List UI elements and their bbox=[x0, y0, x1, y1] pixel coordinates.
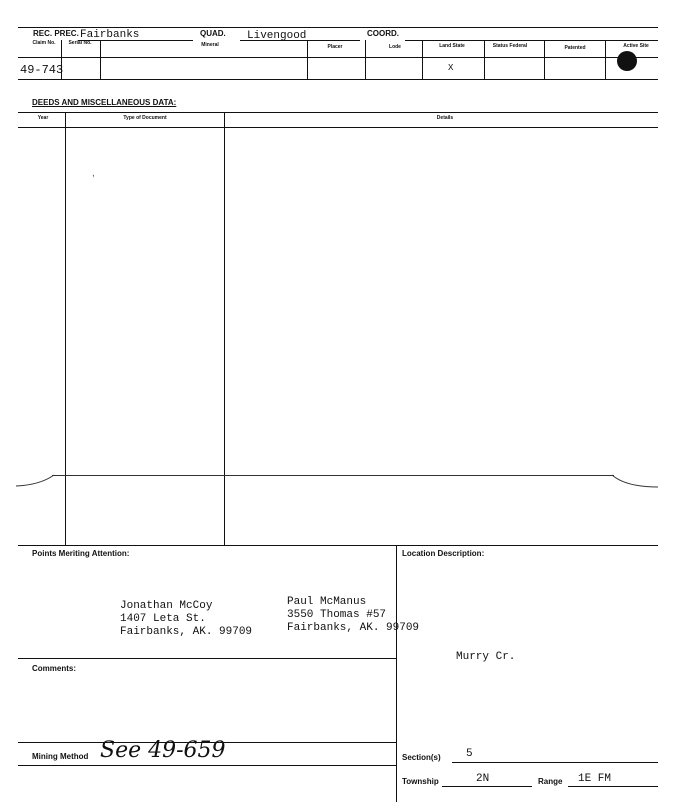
col-divider-5 bbox=[422, 40, 423, 79]
rec-prec-label: REC. PREC. bbox=[33, 29, 79, 38]
range-line bbox=[568, 786, 658, 787]
col-divider-2 bbox=[100, 40, 101, 79]
quad-label: QUAD. bbox=[200, 29, 226, 38]
lower-divider bbox=[396, 545, 397, 802]
comments-top-rule bbox=[18, 658, 396, 659]
contact-2 bbox=[287, 596, 419, 635]
top-border bbox=[18, 27, 658, 28]
fold-curve-left bbox=[14, 466, 56, 488]
section-value: 5 bbox=[466, 748, 473, 760]
deeds-year-divider bbox=[65, 112, 66, 545]
comments-label: Comments: bbox=[32, 664, 77, 673]
deeds-top-rule bbox=[18, 112, 658, 113]
claim-number: 49-743 bbox=[20, 63, 64, 77]
location-label: Location Description: bbox=[402, 549, 485, 558]
location-text: Murry Cr. bbox=[456, 651, 516, 663]
col-serial-no: Serial No. bbox=[68, 40, 92, 46]
col-divider-3 bbox=[307, 40, 308, 79]
deeds-header-bottom bbox=[18, 127, 658, 128]
coord-label: COORD. bbox=[367, 29, 399, 38]
deeds-col-year: Year bbox=[37, 115, 49, 121]
deeds-col-details: Details bbox=[436, 115, 454, 121]
quad-value: Livengood bbox=[247, 30, 307, 42]
fold-curve-right bbox=[610, 466, 660, 490]
col-patented: Patented bbox=[564, 45, 586, 51]
fold-line bbox=[52, 475, 614, 476]
col-active-site: Active Site bbox=[623, 43, 649, 49]
township-label: Township bbox=[402, 777, 439, 786]
contact-2-street: 3550 Thomas #57 bbox=[287, 609, 387, 621]
rec-prec-value: Fairbanks bbox=[80, 29, 140, 41]
points-label: Points Meriting Attention: bbox=[32, 549, 130, 558]
col-land-state: Land State bbox=[439, 43, 465, 49]
contact-1-name: Jonathan McCoy bbox=[120, 600, 213, 612]
township-value: 2N bbox=[476, 773, 490, 785]
range-label: Range bbox=[538, 777, 563, 786]
contact-1-street: 1407 Leta St. bbox=[120, 613, 206, 625]
col-divider-6 bbox=[484, 40, 485, 79]
contact-1 bbox=[120, 600, 252, 639]
column-header-bottom bbox=[18, 57, 658, 58]
col-divider-4 bbox=[365, 40, 366, 79]
deeds-title: DEEDS AND MISCELLANEOUS DATA: bbox=[32, 98, 177, 107]
deeds-col-type: Type of Document bbox=[123, 115, 167, 121]
claim-row-bottom bbox=[18, 79, 658, 80]
range-value: 1E FM bbox=[578, 773, 612, 785]
col-divider-7 bbox=[544, 40, 545, 79]
contact-1-city: Fairbanks, AK. 99709 bbox=[120, 626, 253, 638]
col-lode: Lode bbox=[389, 44, 401, 50]
land-state-mark: X bbox=[448, 63, 454, 73]
section-label: Section(s) bbox=[402, 753, 441, 762]
quad-underline bbox=[240, 40, 360, 41]
mining-method-label: Mining Method bbox=[32, 752, 89, 761]
deeds-bottom-rule bbox=[18, 545, 658, 546]
coord-underline bbox=[405, 40, 658, 41]
col-placer: Placer bbox=[327, 44, 343, 50]
col-status-federal: Status Federal bbox=[492, 43, 528, 49]
mining-method-handwriting: See 49-659 bbox=[100, 738, 226, 763]
active-site-dot bbox=[617, 51, 637, 71]
rec-prec-underline bbox=[78, 40, 193, 41]
col-claim-no: Claim No. bbox=[32, 40, 56, 46]
deeds-type-divider bbox=[224, 112, 225, 545]
township-line bbox=[442, 786, 532, 787]
stray-mark: , bbox=[92, 168, 95, 179]
contact-2-city: Fairbanks, AK. 99709 bbox=[287, 622, 420, 634]
mining-bottom-rule bbox=[18, 765, 396, 766]
col-mineral: Mineral bbox=[201, 42, 219, 48]
section-line bbox=[452, 762, 658, 763]
col-divider-8 bbox=[605, 40, 606, 79]
contact-2-name: Paul McManus bbox=[287, 596, 367, 608]
